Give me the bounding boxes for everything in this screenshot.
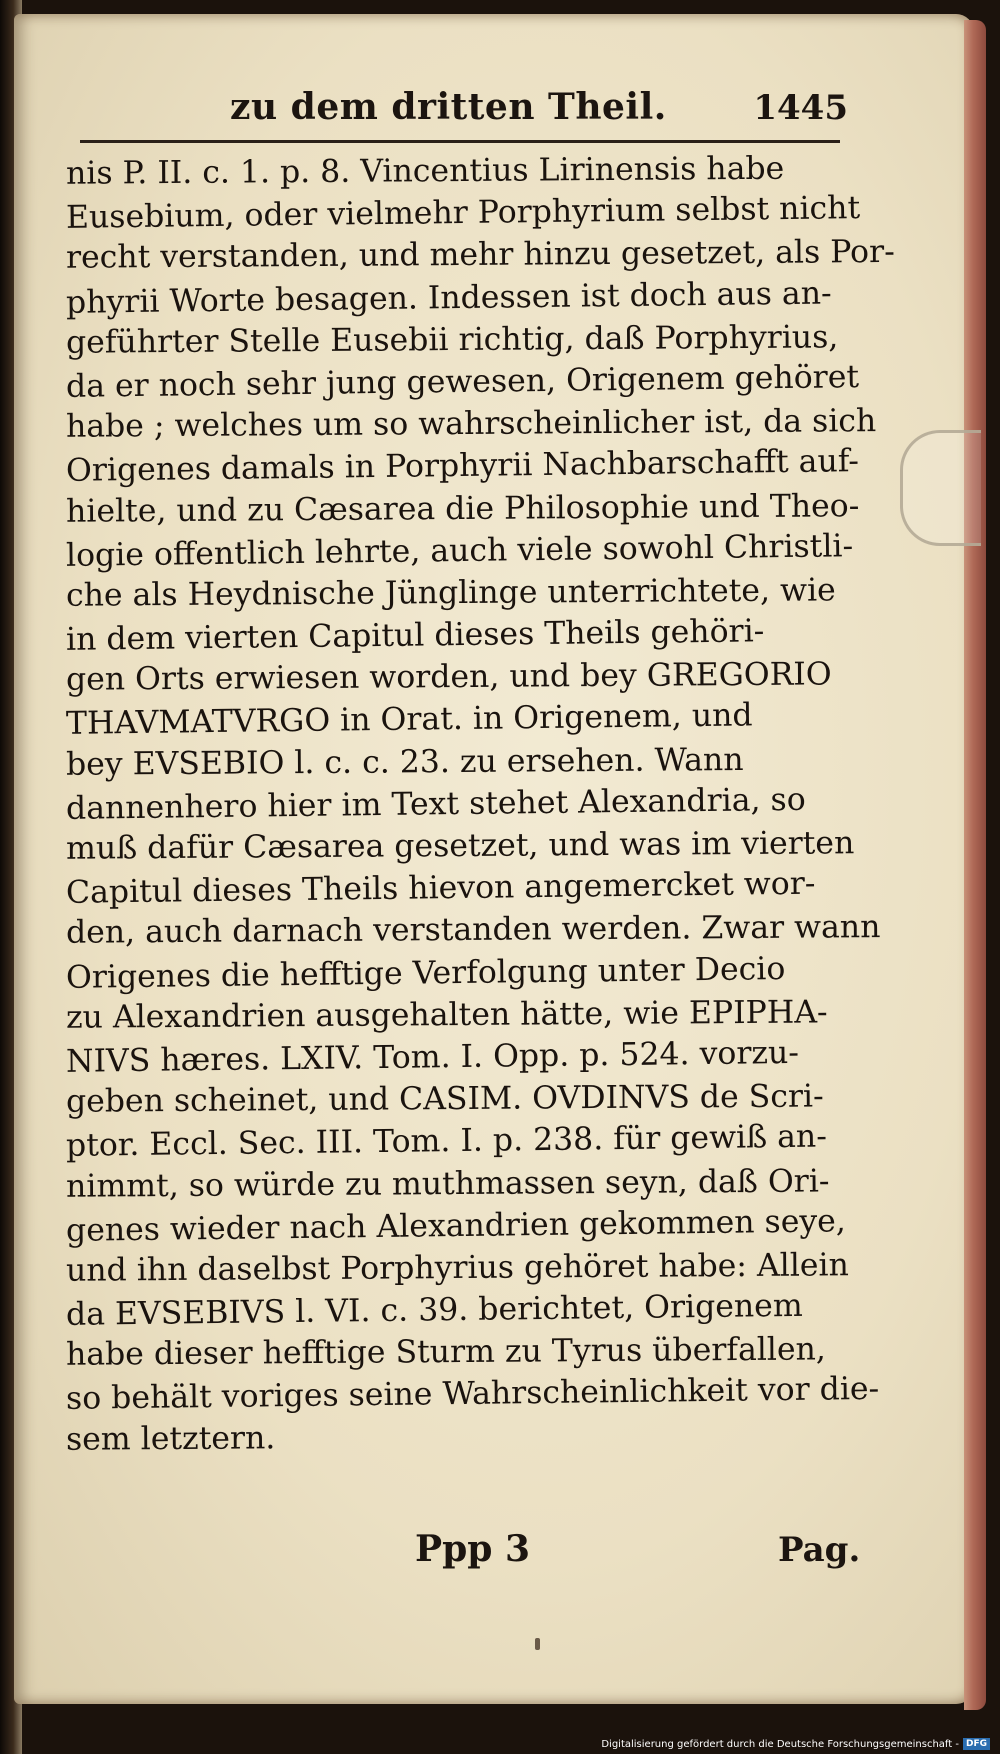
text-line: Origenes damals in Porphyrii Nachbarschafft auf- [65,443,860,490]
text-line: Capitul dieses Theils hievon angemercket wor- [65,865,816,912]
text-line: sem letztern. [65,1419,276,1458]
text-line: Eusebium, oder vielmehr Porphyrium selbst nicht [65,190,861,237]
text-line: habe ; welches um so wahrscheinlicher ist, da sich [65,403,877,445]
page-number: 1445 [753,88,848,128]
text-line: in dem vierten Capitul dieses Theils gehöri- [65,613,765,658]
text-line: bey EVSEBIO l. c. c. 23. zu ersehen. Wann [65,741,744,783]
text-line: geben scheinet, und CASIM. OVDINVS de Scri- [65,1078,824,1120]
text-line: und ihn daselbst Porphyrius gehöret habe: Allein [65,1247,849,1289]
text-line: zu Alexandrien ausgehalten hätte, wie EPIPHA- [65,994,828,1036]
text-line: logie offentlich lehrte, auch viele sowohl Christli- [65,527,854,574]
ink-mark [535,1638,540,1650]
text-line: so behält voriges seine Wahrscheinlichkeit vor die- [65,1371,880,1418]
text-line: che als Heydnische Jünglinge unterrichtete, wie [65,572,836,614]
text-line: recht verstanden, und mehr hinzu gesetzet, als Por- [65,234,895,277]
digitization-credit [601,1736,990,1752]
text-line: habe dieser hefftige Sturm zu Tyrus überfallen, [65,1331,827,1374]
dfg-logo: DFG [963,1738,990,1750]
text-line: muß dafür Cæsarea gesetzet, und was im vierten [65,825,855,867]
catchword: Pag. [778,1530,861,1570]
text-line: da er noch sehr jung gewesen, Origenem gehöret [65,359,860,405]
text-line: gen Orts erwiesen worden, und bey GREGORIO [65,656,832,699]
text-line: da EVSEBIVS l. VI. c. 39. berichtet, Origenem [65,1287,803,1333]
text-line: genes wieder nach Alexandrien gekommen seye, [65,1202,847,1249]
page-footer [0,1528,980,1588]
text-line: ptor. Eccl. Sec. III. Tom. I. p. 238. für gewiß an- [65,1118,828,1165]
text-line: Origenes die hefftige Verfolgung unter Decio [65,950,786,996]
text-line: geführter Stelle Eusebii richtig, daß Porphyrius, [65,319,839,361]
text-line: dannenhero hier im Text stehet Alexandria, so [65,781,806,827]
credit-text: Digitalisierung gefördert durch die Deutsche Forschungsgemeinschaft - [601,1738,959,1750]
body-text [65,150,895,1458]
text-line: phyrii Worte besagen. Indessen ist doch aus an- [65,275,832,321]
page-header [230,82,870,142]
signature-mark: Ppp 3 [415,1528,530,1570]
page-clip [900,430,981,546]
running-head: zu dem dritten Theil. [230,86,667,128]
page-edge [964,20,986,1710]
text-line: nis P. II. c. 1. p. 8. Vincentius Lirinensis habe [65,150,785,192]
text-line: THAVMATVRGO in Orat. in Origenem, und [65,697,753,743]
header-rule [80,140,840,143]
text-line: den, auch darnach verstanden werden. Zwar wann [65,909,881,952]
text-line: NIVS hæres. LXIV. Tom. I. Opp. p. 524. vorzu- [65,1034,800,1080]
text-line: nimmt, so würde zu muthmassen seyn, daß Ori- [65,1162,830,1205]
text-line: hielte, und zu Cæsarea die Philosophie und Theo- [65,487,860,530]
